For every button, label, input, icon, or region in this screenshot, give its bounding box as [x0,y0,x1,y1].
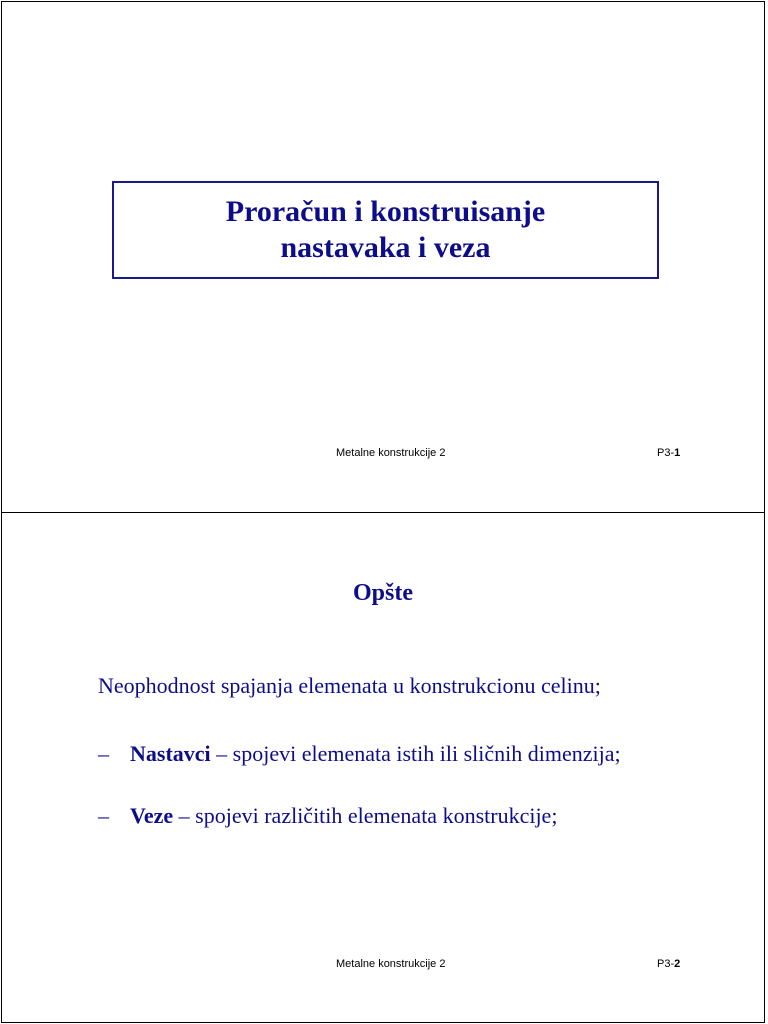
bullet-dash: – [98,741,109,766]
page-prefix: P3- [657,958,675,970]
bullet-dash: – [98,803,109,828]
slide-1-footer-course: Metalne konstrukcije 2 [336,447,446,459]
bullet-term: Nastavci [130,741,211,766]
slide-2 [1,512,765,1023]
bullet-veze [98,803,718,829]
bullet-nastavci [98,741,718,767]
page-prefix: P3- [657,447,675,459]
bullet-text: – spojevi različitih elemenata konstrukcije; [173,803,558,828]
slide-2-title: Opšte [353,580,413,606]
slide-2-intro: Neophodnost spajanja elemenata u konstrukcionu celinu; [98,673,601,698]
slide-1-title-box [112,181,659,279]
page-number: 2 [674,958,681,970]
slide-1 [1,1,765,513]
page-number: 1 [674,447,681,459]
slide-2-footer-page [657,958,680,970]
slide-1-footer-page [657,447,680,459]
slide-2-footer-course: Metalne konstrukcije 2 [336,958,446,970]
bullet-term: Veze [130,803,174,828]
slide-1-title: Proračun i konstruisanje nastavaka i veza [225,195,546,264]
bullet-text: – spojevi elemenata istih ili sličnih dimenzija; [210,741,621,766]
